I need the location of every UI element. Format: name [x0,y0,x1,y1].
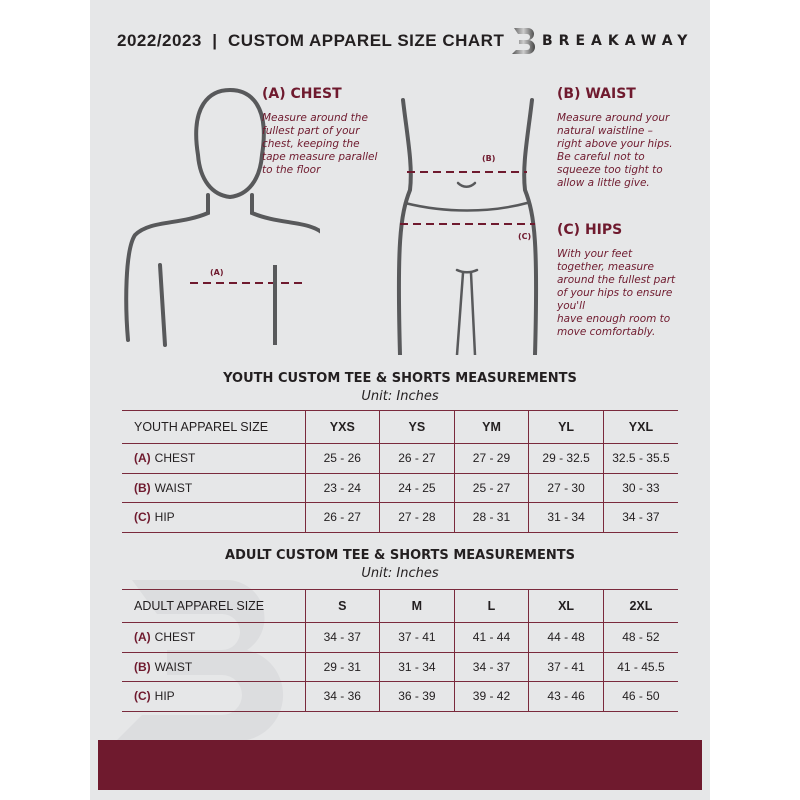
column-header: YOUTH APPAREL SIZE [122,411,305,444]
waist-heading: (B) WAIST [557,86,636,102]
measurement-label [122,503,305,533]
table-cell: 34 - 37 [305,623,380,653]
measurement-letter: (B) [134,480,151,495]
table-cell: 30 - 33 [603,473,678,503]
brand-name: BREAKAWAY [542,33,694,49]
adult-section-title: ADULT CUSTOM TEE & SHORTS MEASUREMENTS [225,548,575,563]
table-cell: 25 - 26 [305,444,380,474]
table-cell: 27 - 30 [529,473,604,503]
column-header: ADULT APPAREL SIZE [122,590,305,623]
line: fullest part of your [262,125,360,137]
chest-description [262,112,377,177]
table-cell: 24 - 25 [380,473,455,503]
line: natural waistline – [557,125,653,137]
table-cell: 28 - 31 [454,503,529,533]
table-row [122,652,678,682]
breakaway-logo-icon [510,24,540,58]
table-cell: 37 - 41 [380,623,455,653]
measurement-letter: (A) [134,630,151,645]
youth-size-table [122,410,678,533]
waist-description [557,112,673,190]
size-chart-page [90,0,710,800]
hips-heading: (C) HIPS [557,222,623,238]
table-cell: 29 - 31 [305,652,380,682]
table-row [122,503,678,533]
measurement-label [122,652,305,682]
measurement-letter: (B) [134,659,151,674]
table-cell: 41 - 44 [454,623,529,653]
line: tape measure parallel [262,151,378,163]
table-cell: 31 - 34 [380,652,455,682]
adult-size-table [122,589,678,712]
measurement-letter: (C) [134,510,151,525]
measurement-letter: (A) [134,451,151,466]
line: of your hips to ensure [557,287,673,299]
column-header: YXL [603,411,678,444]
table-cell: 34 - 37 [603,503,678,533]
table-row [122,623,678,653]
table-cell: 46 - 50 [603,682,678,712]
hips-marker-label: (C) [518,232,532,241]
column-header: 2XL [603,590,678,623]
measurement-name: CHEST [154,630,196,645]
table-row [122,682,678,712]
line: chest, keeping the [262,138,360,150]
table-cell: 34 - 36 [305,682,380,712]
table-cell: 43 - 46 [529,682,604,712]
table-cell: 23 - 24 [305,473,380,503]
table-cell: 29 - 32.5 [529,444,604,474]
chest-heading: (A) CHEST [262,86,342,102]
chest-marker-label: (A) [210,268,224,277]
table-cell: 27 - 29 [454,444,529,474]
table-row [122,444,678,474]
measurement-label [122,682,305,712]
table-cell: 34 - 37 [454,652,529,682]
measurement-name: HIP [154,510,175,525]
table-cell: 26 - 27 [305,503,380,533]
youth-unit: Unit: Inches [361,389,439,404]
column-header: YS [380,411,455,444]
hips-description [557,248,675,339]
table-cell: 32.5 - 35.5 [603,444,678,474]
line: around the fullest part [557,274,676,286]
youth-section-title: YOUTH CUSTOM TEE & SHORTS MEASUREMENTS [223,371,577,386]
line: move comfortably. [557,326,656,338]
line: Measure around your [557,112,670,124]
table-cell: 31 - 34 [529,503,604,533]
table-header-row [122,590,678,623]
table-cell: 44 - 48 [529,623,604,653]
page-title: 2022/2023 | CUSTOM APPAREL SIZE CHART [117,31,505,50]
line: Measure around the [262,112,368,124]
table-header-row [122,411,678,444]
measurement-name: HIP [154,689,175,704]
table-cell: 37 - 41 [529,652,604,682]
line: to the floor [262,164,321,176]
column-header: S [305,590,380,623]
column-header: YXS [305,411,380,444]
table-cell: 26 - 27 [380,444,455,474]
line: right above your hips. [557,138,673,150]
measurement-name: CHEST [154,451,196,466]
waist-marker-label: (B) [482,154,496,163]
table-cell: 25 - 27 [454,473,529,503]
lower-body-illustration [395,95,550,355]
measurement-letter: (C) [134,689,151,704]
table-row [122,473,678,503]
line: have enough room to [557,313,671,325]
column-header: YL [529,411,604,444]
measurement-name: WAIST [154,659,193,674]
measurement-label [122,444,305,474]
line: Be careful not to [557,151,645,163]
measurement-name: WAIST [154,480,193,495]
line: With your feet [557,248,633,260]
column-header: YM [454,411,529,444]
measurement-label [122,623,305,653]
table-cell: 36 - 39 [380,682,455,712]
line: allow a little give. [557,177,650,189]
adult-unit: Unit: Inches [361,566,439,581]
table-cell: 48 - 52 [603,623,678,653]
table-cell: 41 - 45.5 [603,652,678,682]
line: squeeze too tight to [557,164,663,176]
measurement-label [122,473,305,503]
table-cell: 27 - 28 [380,503,455,533]
line: together, measure [557,261,654,273]
line: you'll [557,300,586,312]
footer-bar [98,740,702,790]
column-header: L [454,590,529,623]
column-header: XL [529,590,604,623]
column-header: M [380,590,455,623]
table-cell: 39 - 42 [454,682,529,712]
